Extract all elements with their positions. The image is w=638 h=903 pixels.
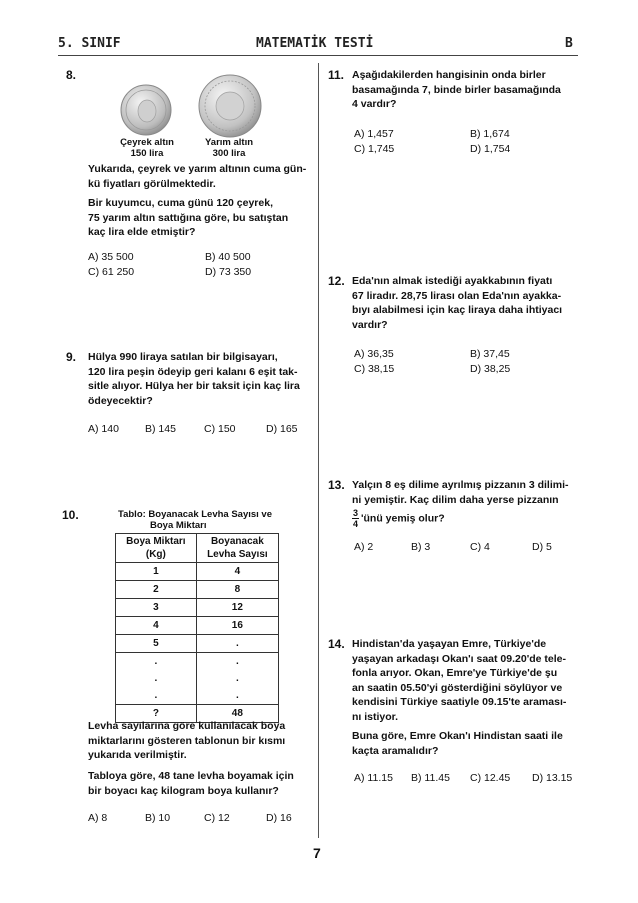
table-cell: 4 xyxy=(116,617,197,635)
q8-option-d[interactable]: D) 73 350 xyxy=(205,266,252,278)
q10-line: Levha sayılarına göre kullanılacak boya xyxy=(88,720,286,732)
q10-line: yukarıda verilmiştir. xyxy=(88,749,187,761)
header-paint-amount: Boya Miktarı (Kg) xyxy=(116,534,197,563)
q13-option-c[interactable]: C) 4 xyxy=(470,541,490,553)
header-plate-count: Boyanacak Levha Sayısı xyxy=(196,534,278,563)
q14-line: an saatin 05.50'yi gösterdiğini söylüyor ve xyxy=(352,681,563,694)
q8-number: 8. xyxy=(66,68,77,82)
q14-line: kendisini Türkiye saatiyle 09.15'te araması- xyxy=(352,696,567,708)
table-cell: 3 xyxy=(116,599,197,617)
q11-option-a[interactable]: A) 1,457 xyxy=(354,128,394,140)
q10-text2 xyxy=(88,769,318,798)
q8-option-c[interactable]: C) 61 250 xyxy=(88,266,135,278)
q10-table-caption xyxy=(118,509,272,531)
q10-line: bir boyacı kaç kilogram boya kullanır? xyxy=(88,784,279,797)
table-cell: . xyxy=(116,670,197,687)
table-cell: . xyxy=(116,653,197,671)
q8-line: kü fiyatları görülmektedir. xyxy=(88,177,216,190)
q11-option-d[interactable]: D) 1,754 xyxy=(470,143,511,155)
q14-option-a[interactable]: A) 11.15 xyxy=(354,772,393,784)
q8-line: Yukarıda, çeyrek ve yarım altının cuma gün- xyxy=(88,163,307,175)
q14-text1 xyxy=(352,637,588,724)
table-row xyxy=(116,687,279,705)
q10-line: Tabloya göre, 48 tane levha boyamak için xyxy=(88,770,294,782)
q8-option-b[interactable]: B) 40 500 xyxy=(205,251,251,263)
table-row xyxy=(116,670,279,687)
q10-option-a[interactable]: A) 8 xyxy=(88,812,108,824)
q8-option-a[interactable]: A) 35 500 xyxy=(88,251,134,263)
table-cell: . xyxy=(196,687,278,705)
table-cell: 2 xyxy=(116,581,197,599)
q12-option-d[interactable]: D) 38,25 xyxy=(470,363,511,375)
q11-option-c[interactable]: C) 1,745 xyxy=(354,143,395,155)
q13-fraction-line xyxy=(352,508,588,529)
q8-line: 75 yarım altın sattığına göre, bu satıştan xyxy=(88,211,289,224)
q8-text1 xyxy=(88,162,318,191)
q11-option-b[interactable]: B) 1,674 xyxy=(470,128,510,140)
table-cell: 5 xyxy=(116,635,197,653)
q10-line: miktarlarını gösteren tablonun bir kısmı xyxy=(88,734,286,747)
q9-line: Hülya 990 liraya satılan bir bilgisayarı, xyxy=(88,351,278,363)
table-row xyxy=(116,617,279,635)
q9-number: 9. xyxy=(66,350,77,364)
q12-option-b[interactable]: B) 37,45 xyxy=(470,348,510,360)
table-cell: 1 xyxy=(116,563,197,581)
coin-quarter-icon xyxy=(120,84,172,136)
q9-line: sitle alıyor. Hülya her bir taksit için kaç lira xyxy=(88,380,300,392)
q12-option-c[interactable]: C) 38,15 xyxy=(354,363,395,375)
q12-line: 67 liradır. 28,75 lirası olan Eda'nın ayakka- xyxy=(352,289,562,302)
q13-option-a[interactable]: A) 2 xyxy=(354,541,374,553)
q8-line: kaç lira elde etmiştir? xyxy=(88,226,196,238)
q8-line: Bir kuyumcu, cuma günü 120 çeyrek, xyxy=(88,197,273,209)
table-cell: 8 xyxy=(196,581,278,599)
table-row xyxy=(116,563,279,581)
q12-option-a[interactable]: A) 36,35 xyxy=(354,348,394,360)
q10-option-c[interactable]: C) 12 xyxy=(204,812,230,824)
table-cell: . xyxy=(196,670,278,687)
coin1-name: Çeyrek altın xyxy=(120,137,174,148)
q9-option-b[interactable]: B) 145 xyxy=(145,423,176,435)
header-divider xyxy=(58,55,578,56)
coin-half-gold xyxy=(198,74,262,143)
q13-option-d[interactable]: D) 5 xyxy=(532,541,552,553)
table-cell: ? xyxy=(116,705,197,723)
fraction-denominator: 4 xyxy=(353,519,359,529)
q9-line: ödeyecektir? xyxy=(88,394,153,407)
caption-line: Tablo: Boyanacak Levha Sayısı ve xyxy=(118,509,273,520)
table-cell: 16 xyxy=(196,617,278,635)
table-row xyxy=(116,599,279,617)
q13-line: Yalçın 8 eş dilime ayrılmış pizzanın 3 dilimi- xyxy=(352,479,569,491)
q11-text xyxy=(352,68,582,112)
coin2-name: Yarım altın xyxy=(204,137,254,148)
table-cell: . xyxy=(196,635,278,653)
q14-option-c[interactable]: C) 12.45 xyxy=(470,772,511,784)
table-header-row xyxy=(116,534,279,563)
coin-half-icon xyxy=(198,74,262,138)
q8-text2 xyxy=(88,196,318,240)
paint-table xyxy=(115,533,279,723)
page-number: 7 xyxy=(313,845,321,861)
q14-number: 14. xyxy=(328,637,345,651)
q13-number: 13. xyxy=(328,478,345,492)
fraction-three-quarters xyxy=(352,508,359,529)
q13-option-b[interactable]: B) 3 xyxy=(411,541,431,553)
table-cell: . xyxy=(196,653,278,671)
booklet-label: B xyxy=(565,36,573,51)
table-cell: . xyxy=(116,687,197,705)
q14-line: Hindistan'da yaşayan Emre, Türkiye'de xyxy=(352,638,547,650)
q13-text xyxy=(352,478,588,529)
coin1-price: 150 lira xyxy=(130,148,164,159)
q11-line: Aşağıdakilerden hangisinin onda birler xyxy=(352,69,546,81)
q14-option-b[interactable]: B) 11.45 xyxy=(411,772,450,784)
table-row xyxy=(116,653,279,671)
q14-line: Buna göre, Emre Okan'ı Hindistan saati ile xyxy=(352,730,563,742)
q11-number: 11. xyxy=(328,68,345,82)
q11-line: basamağında 7, binde birler basamağında xyxy=(352,83,561,96)
q10-option-d[interactable]: D) 16 xyxy=(266,812,292,824)
coin2-price: 300 lira xyxy=(212,148,246,159)
q14-option-d[interactable]: D) 13.15 xyxy=(532,772,573,784)
q9-text xyxy=(88,350,318,408)
q12-number: 12. xyxy=(328,274,345,288)
q11-line: 4 vardır? xyxy=(352,98,397,110)
q9-line: 120 lira peşin ödeyip geri kalanı 6 eşit tak- xyxy=(88,365,298,378)
q9-option-a[interactable]: A) 140 xyxy=(88,423,119,435)
q12-line: vardır? xyxy=(352,318,388,331)
q14-text2 xyxy=(352,729,588,758)
q9-option-d[interactable]: D) 165 xyxy=(266,423,298,435)
table-row xyxy=(116,581,279,599)
test-title: MATEMATİK TESTİ xyxy=(256,36,374,51)
q13-line: ni yemiştir. Kaç dilim daha yerse pizzanın xyxy=(352,493,559,506)
fraction-numerator: 3 xyxy=(353,508,359,518)
q10-number: 10. xyxy=(62,508,79,522)
q13-fraction-tail: 'ünü yemiş olur? xyxy=(361,512,445,525)
table-cell: 12 xyxy=(196,599,278,617)
q14-line: kaçta aramalıdır? xyxy=(352,744,439,757)
table-row xyxy=(116,635,279,653)
coin1-label xyxy=(106,137,188,159)
q12-line: bıyı alabilmesi için kaç liraya daha ihtiyacı xyxy=(352,304,563,316)
column-divider xyxy=(318,63,319,838)
q14-line: fonla arıyor. Okan, Emre'ye Türkiye'de şu xyxy=(352,667,558,679)
table-cell: 48 xyxy=(196,705,278,723)
table-cell: 4 xyxy=(196,563,278,581)
q14-line: yaşayan arkadaşı Okan'ı saat 09.20'de tele- xyxy=(352,652,566,665)
q9-option-c[interactable]: C) 150 xyxy=(204,423,236,435)
coin-quarter-gold xyxy=(120,84,172,141)
coin2-label xyxy=(188,137,270,159)
caption-line: Boya Miktarı xyxy=(150,520,207,531)
grade-label: 5. SINIF xyxy=(58,36,121,51)
q10-option-b[interactable]: B) 10 xyxy=(145,812,171,824)
q14-line: nı istiyor. xyxy=(352,710,399,723)
q10-text1 xyxy=(88,719,318,763)
q12-text xyxy=(352,274,584,332)
q12-line: Eda'nın almak istediği ayakkabının fiyatı xyxy=(352,275,553,287)
